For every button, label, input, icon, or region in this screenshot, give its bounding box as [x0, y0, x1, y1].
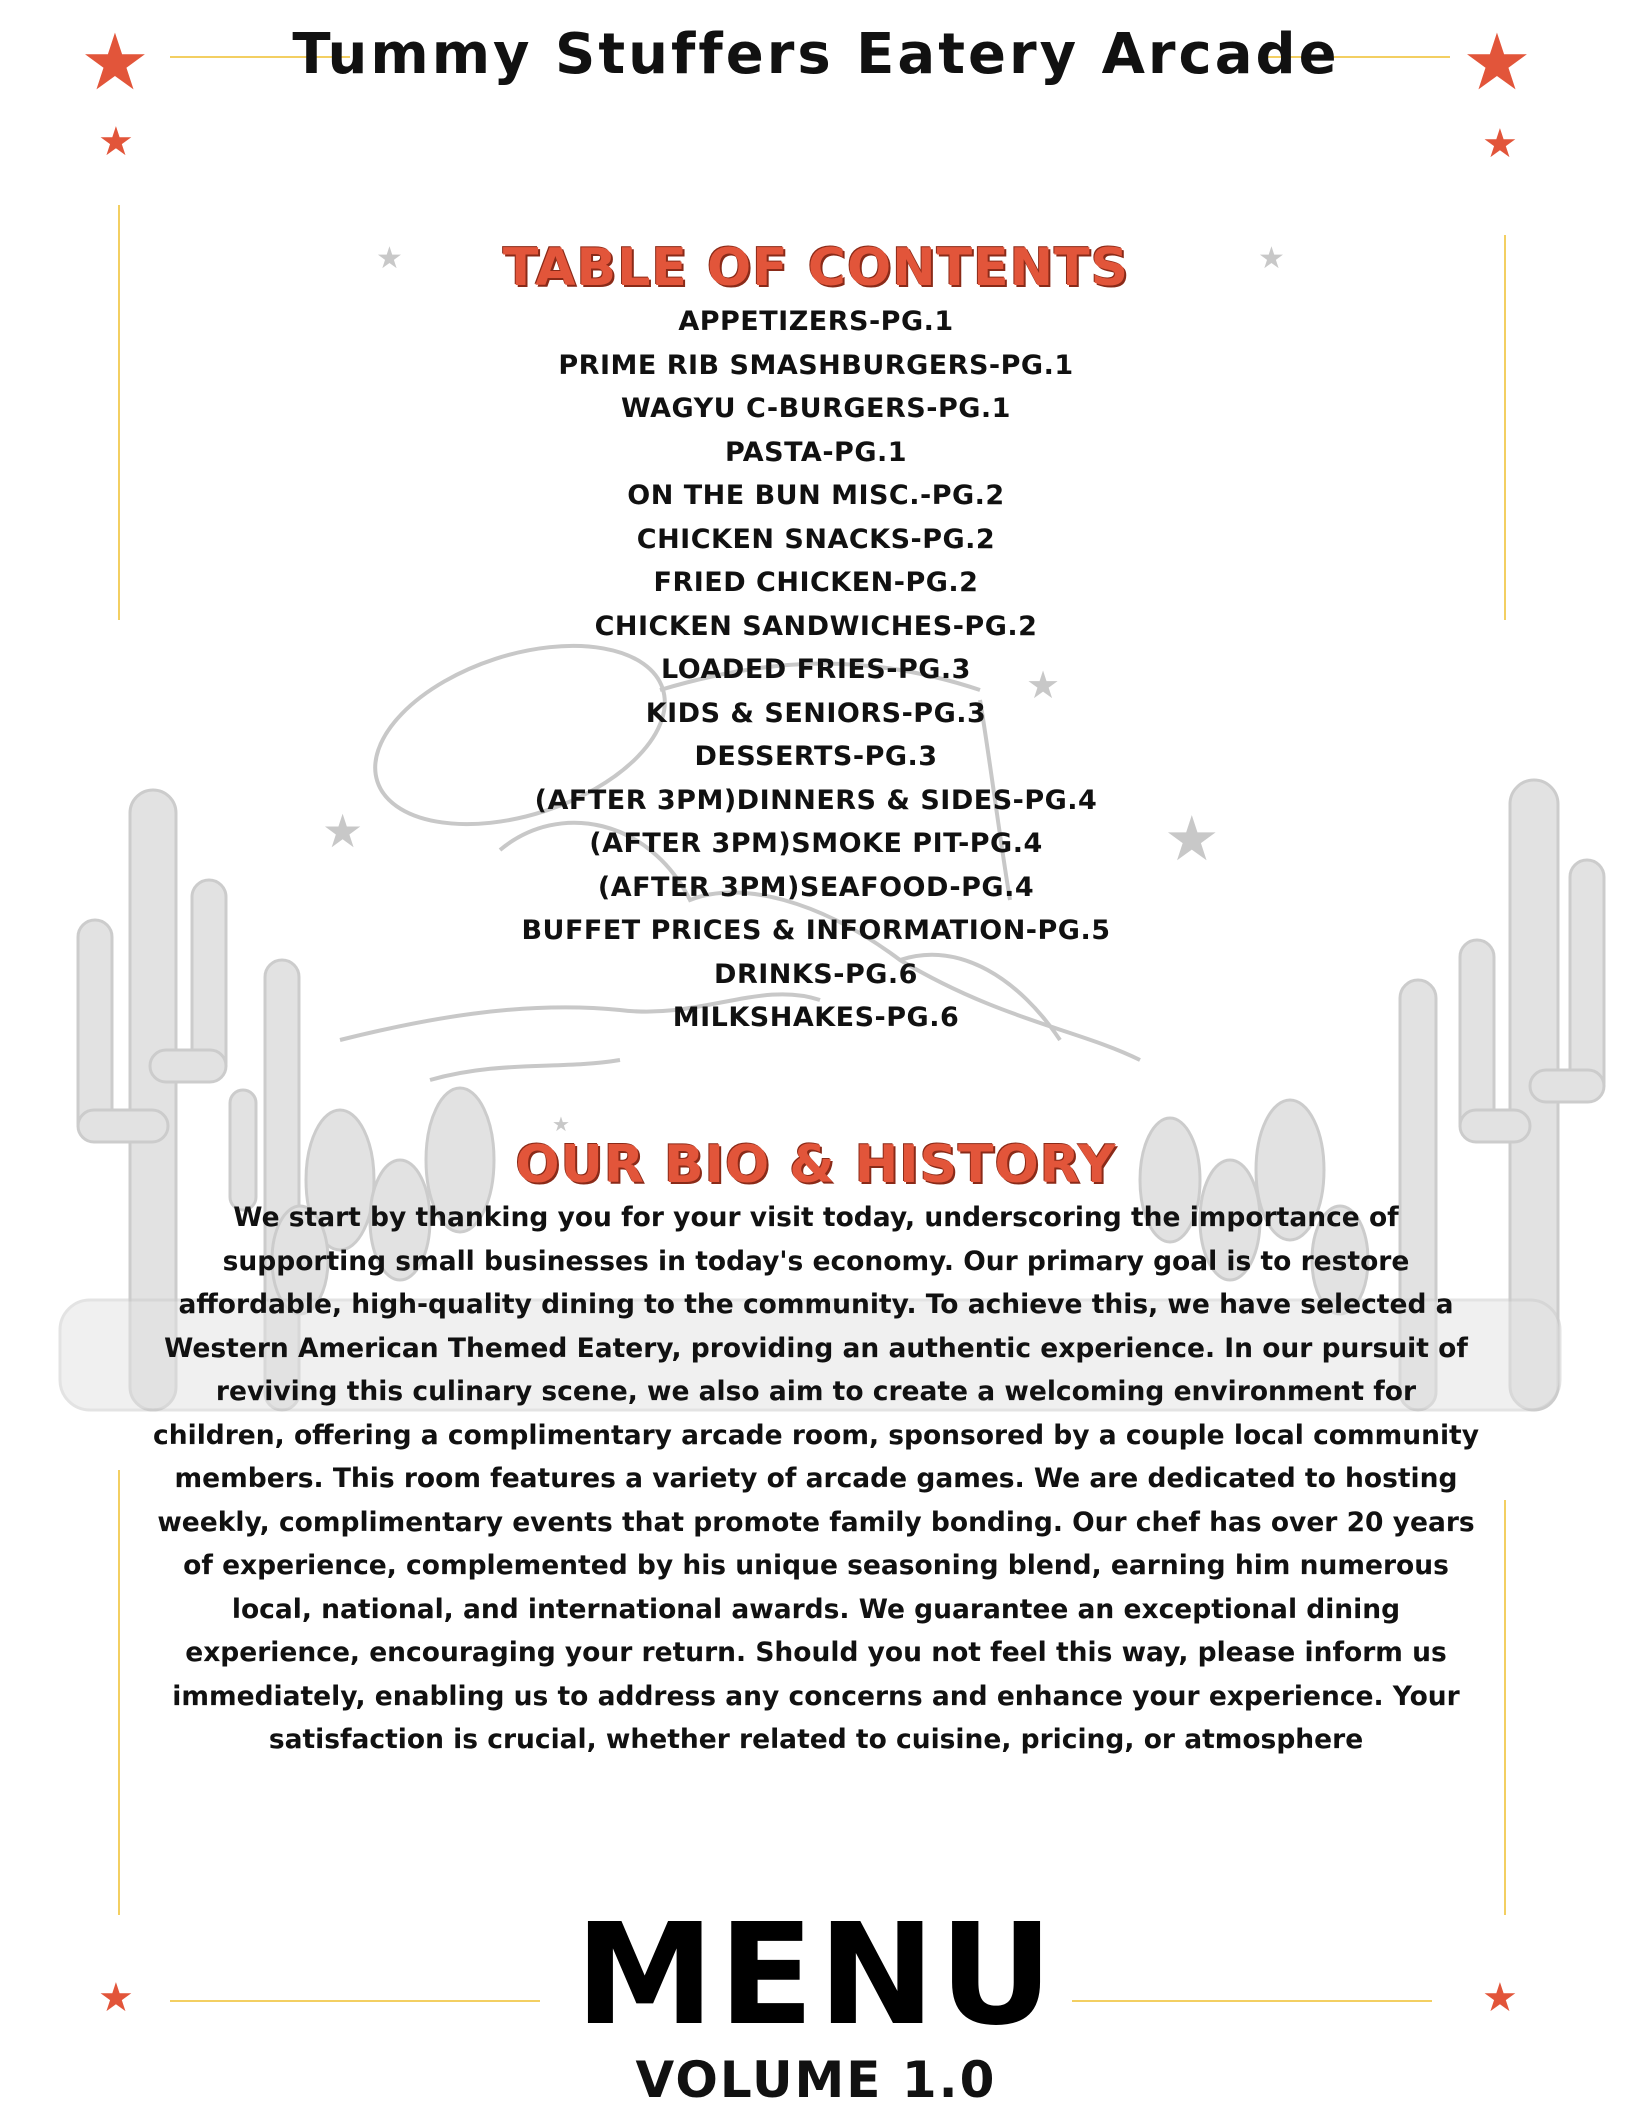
toc-item: WAGYU C-BURGERS-PG.1 — [621, 393, 1011, 424]
toc-list — [0, 300, 1632, 1040]
toc-item: FRIED CHICKEN-PG.2 — [653, 567, 979, 598]
toc-item: KIDS & SENIORS-PG.3 — [645, 697, 987, 729]
frame-line-left-lower — [118, 1470, 120, 1915]
bio-heading: OUR BIO & HISTORY — [515, 1135, 1117, 1195]
frame-line-right-lower — [1504, 1500, 1506, 1915]
star-icon: ★ — [552, 1112, 570, 1136]
toc-item: DRINKS-PG.6 — [714, 958, 918, 990]
star-icon: ★ — [1482, 1975, 1518, 2021]
volume-label: VOLUME 1.0 — [635, 2051, 997, 2109]
star-icon: ★ — [376, 241, 403, 276]
toc-item: PASTA-PG.1 — [724, 436, 908, 468]
bio-paragraph: We start by thanking you for your visit today, underscoring the importance of supporting small businesses in today's economy. Our primary goal is to restore affordable, high-quality dining to the community. To achieve this, we have selected a Western American Themed Eatery, providing an authentic experience. In our pursuit of reviving this culinary scene, we also aim to create a welcoming environment for children, offering a complimentary arcade room, sponsored by a couple local community members. This room features a variety of arcade games. We are dedicated to hosting weekly, complimentary events that promote family bonding. Our chef has over 20 years of experience, complemented by his unique seasoning blend, earning him numerous local, national, and international awards. We guarantee an exceptional dining experience, encouraging your return. Should you not feel this way, please inform us immediately, enabling us to address any concerns and enhance your experience. Your satisfaction is crucial, whether related to cuisine, pricing, or atmosphere — [153, 1202, 1479, 1755]
star-icon: ★ — [322, 804, 364, 858]
star-icon: ★ — [1164, 802, 1220, 875]
toc-item: (AFTER 3PM)DINNERS & SIDES-PG.4 — [534, 784, 1098, 816]
toc-heading: TABLE OF CONTENTS — [502, 238, 1130, 298]
star-icon: ★ — [1482, 121, 1518, 167]
star-icon: ★ — [1258, 241, 1285, 276]
toc-item: (AFTER 3PM)SEAFOOD-PG.4 — [597, 871, 1035, 903]
star-icon: ★ — [98, 1975, 134, 2021]
page-title: Tummy Stuffers Eatery Arcade — [292, 22, 1340, 87]
toc-item: APPETIZERS-PG.1 — [678, 306, 954, 337]
toc-item: ON THE BUN MISC.-PG.2 — [627, 480, 1005, 511]
toc-item: CHICKEN SNACKS-PG.2 — [636, 523, 996, 555]
toc-item: MILKSHAKES-PG.6 — [672, 1002, 960, 1033]
toc-item: LOADED FRIES-PG.3 — [661, 654, 971, 685]
star-icon: ★ — [1462, 18, 1532, 108]
toc-item: BUFFET PRICES & INFORMATION-PG.5 — [521, 915, 1111, 946]
menu-title: MENU — [575, 1894, 1057, 2057]
star-icon: ★ — [98, 119, 134, 165]
toc-item: PRIME RIB SMASHBURGERS-PG.1 — [558, 349, 1074, 381]
toc-item: CHICKEN SANDWICHES-PG.2 — [594, 610, 1038, 642]
star-icon: ★ — [1026, 663, 1061, 707]
toc-item: (AFTER 3PM)SMOKE PIT-PG.4 — [589, 828, 1043, 859]
toc-item: DESSERTS-PG.3 — [694, 741, 938, 772]
star-icon: ★ — [80, 18, 150, 108]
